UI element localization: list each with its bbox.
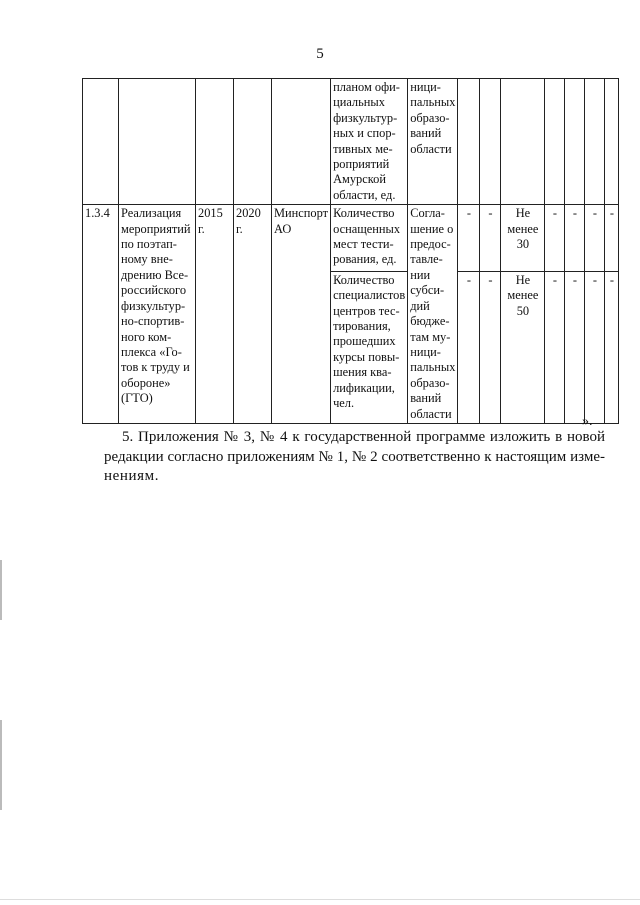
text-line: рования, ед. xyxy=(333,252,397,267)
closing-quote: ». xyxy=(582,414,593,429)
text-line: чел. xyxy=(333,395,355,410)
value-cell: - xyxy=(480,205,501,271)
value-cell: - xyxy=(605,271,619,423)
text-line: нии xyxy=(410,267,431,282)
cell xyxy=(83,79,119,205)
start-year-cell: 2015 г. xyxy=(196,205,234,424)
text-line: Количество xyxy=(333,206,395,221)
paragraph-line: редакции согласно приложениям № 1, № 2 соответственно к настоящим изме- xyxy=(104,448,605,465)
text-line: центров тес- xyxy=(333,303,400,318)
text-line: образо- xyxy=(410,375,450,390)
text-line: там му- xyxy=(410,329,451,344)
indicator-cell xyxy=(331,271,408,423)
measure-name-cell xyxy=(119,205,196,424)
text-line: дрению Все- xyxy=(121,267,189,282)
text-line: по поэтап- xyxy=(121,237,177,252)
text-line: Минспорт xyxy=(274,206,329,221)
value-cell: - xyxy=(458,205,480,271)
text-line: области xyxy=(410,141,452,156)
indicator-cell xyxy=(331,205,408,271)
scan-bottom-edge xyxy=(0,899,640,900)
text-line: пальных xyxy=(410,95,456,110)
value-cell: Не менее 50 xyxy=(501,271,545,423)
text-line: тов к труду и xyxy=(121,360,190,375)
paragraph-line: нениям. xyxy=(104,468,160,484)
text-line: роприятий xyxy=(333,157,390,172)
amendment-paragraph xyxy=(104,428,605,487)
text-line: тавле- xyxy=(410,252,443,267)
text-line: курсы повы- xyxy=(333,349,400,364)
cell xyxy=(545,79,565,205)
value-cell: - xyxy=(585,205,605,271)
value-cell: - xyxy=(480,271,501,423)
value-cell: - xyxy=(585,271,605,423)
text-line: мест тести- xyxy=(333,237,394,252)
text-line: но-спортив- xyxy=(121,314,185,329)
value-cell: - xyxy=(565,205,585,271)
value-cell: - xyxy=(458,271,480,423)
cell xyxy=(196,79,234,205)
text-line: АО xyxy=(274,221,292,236)
text-line: обороне» xyxy=(121,375,171,390)
text-line: Реализация xyxy=(121,206,182,221)
text-line: ного ком- xyxy=(121,329,172,344)
text-line: лификации, xyxy=(333,380,395,395)
text-line: области, ед. xyxy=(333,187,396,202)
text-line: области xyxy=(410,406,452,421)
page-number: 5 xyxy=(316,46,324,62)
cell xyxy=(501,79,545,205)
row-number-cell: 1.3.4 xyxy=(83,205,119,424)
cell xyxy=(458,79,480,205)
text-line: ных и спор- xyxy=(333,126,396,141)
text-line: образо- xyxy=(410,110,450,125)
value-cell: - xyxy=(545,271,565,423)
text-line: предос- xyxy=(410,237,451,252)
cell xyxy=(119,79,196,205)
table-row-1-3-4-a xyxy=(83,205,619,271)
text-line: (ГТО) xyxy=(121,391,153,406)
text-line: Согла- xyxy=(410,206,445,221)
cell xyxy=(480,79,501,205)
executor-cell xyxy=(272,205,331,424)
text-line: Количество xyxy=(333,272,395,287)
value-cell: - xyxy=(605,205,619,271)
value-cell: - xyxy=(565,271,585,423)
text-line: Амурской xyxy=(333,172,386,187)
scan-edge-mark xyxy=(0,720,2,810)
value-cell: Не менее 30 xyxy=(501,205,545,271)
cell xyxy=(565,79,585,205)
text-line: оснащенных xyxy=(333,221,401,236)
indicator-cell xyxy=(331,79,408,205)
program-table xyxy=(82,78,619,424)
text-line: специалистов xyxy=(333,288,406,303)
value-cell: - xyxy=(545,205,565,271)
text-line: тивных ме- xyxy=(333,141,393,156)
paragraph-line: 5. Приложения № 3, № 4 к государственной программе изложить в новой xyxy=(122,429,605,445)
basis-cell xyxy=(408,205,458,424)
cell xyxy=(234,79,272,205)
text-line: прошедших xyxy=(333,334,396,349)
basis-cell xyxy=(408,79,458,205)
text-line: планом офи- xyxy=(333,80,400,94)
text-line: бюдже- xyxy=(410,314,450,329)
text-line: пальных xyxy=(410,360,456,375)
end-year-cell: 2020 г. xyxy=(234,205,272,424)
cell xyxy=(605,79,619,205)
text-line: ници- xyxy=(410,80,441,94)
text-line: российского xyxy=(121,283,187,298)
text-line: ваний xyxy=(410,391,442,406)
text-line: тирования, xyxy=(333,318,391,333)
text-line: шение о xyxy=(410,221,454,236)
text-line: шения ква- xyxy=(333,365,392,380)
table-row-continuation xyxy=(83,79,619,205)
text-line: дий xyxy=(410,298,430,313)
text-line: мероприятий xyxy=(121,221,191,236)
cell xyxy=(585,79,605,205)
text-line: ному вне- xyxy=(121,252,173,267)
text-line: физкультур- xyxy=(121,298,186,313)
text-line: ници- xyxy=(410,344,441,359)
text-line: циальных xyxy=(333,95,385,110)
text-line: субси- xyxy=(410,283,445,298)
cell xyxy=(272,79,331,205)
text-line: физкультур- xyxy=(333,110,398,125)
scan-edge-mark xyxy=(0,560,2,620)
text-line: плекса «Го- xyxy=(121,344,182,359)
text-line: ваний xyxy=(410,126,442,141)
